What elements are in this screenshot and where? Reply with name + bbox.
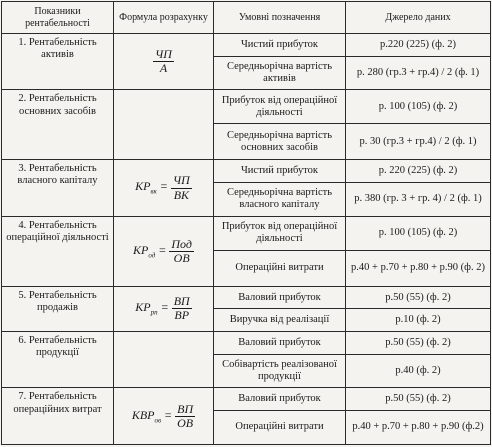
formula-equals: = <box>160 300 169 315</box>
indicator-cell: 1. Рентабельність активів <box>2 34 114 90</box>
symbol-cell: Валовий прибуток <box>214 286 346 309</box>
indicator-cell: 4. Рентабельність операційної діяльності <box>2 216 114 286</box>
formula <box>133 238 194 265</box>
formula-cell <box>114 388 214 445</box>
formula-cell <box>114 332 214 388</box>
formula-denominator: ВК <box>173 187 190 202</box>
table-row <box>2 286 491 309</box>
symbol-cell: Середньорічна вартість активів <box>214 56 346 90</box>
indicator-cell: 6. Рентабельність продукції <box>2 332 114 388</box>
formula-cell <box>114 160 214 216</box>
formula-cell <box>114 286 214 331</box>
formula-lhs: КР <box>133 242 149 257</box>
symbol-cell: Операційні витрати <box>214 411 346 445</box>
source-cell: р. 100 (105) (ф. 2) <box>346 90 491 124</box>
symbol-cell: Операційні витрати <box>214 250 346 286</box>
symbol-cell: Середньорічна вартість основних засобів <box>214 124 346 160</box>
formula-subscript: ов <box>154 415 162 424</box>
header-indicators: Показники рентабельності <box>2 2 114 34</box>
table-row <box>2 332 491 355</box>
formula-subscript: од <box>148 251 156 260</box>
formula-numerator: ЧП <box>172 173 190 188</box>
source-cell: р. 380 (гр. 3 + гр. 4) / 2 (ф. 1) <box>346 183 491 217</box>
formula-numerator: ЧП <box>155 47 172 62</box>
formula-lhs: КР <box>135 300 151 315</box>
symbol-cell: Середньорічна вартість власного капіталу <box>214 183 346 217</box>
formula-equals: = <box>158 242 167 257</box>
table-row <box>2 90 491 124</box>
indicator-cell: 2. Рентабельність основних засобів <box>2 90 114 160</box>
source-cell: р. 100 (105) (ф. 2) <box>346 216 491 250</box>
profitability-table <box>1 1 491 445</box>
symbol-cell: Виручка від реалізації <box>214 309 346 332</box>
source-cell: р.50 (55) (ф. 2) <box>346 286 491 309</box>
formula-numerator: ВП <box>177 401 194 416</box>
formula-equals: = <box>159 179 168 194</box>
indicator-cell: 3. Рентабельність власного капіталу <box>2 160 114 216</box>
source-cell: р.40 + р.70 + р.80 + р.90 (ф. 2) <box>346 250 491 286</box>
table-row <box>2 388 491 411</box>
source-cell: р.40 + р.70 + р.80 + р.90 (ф.2) <box>346 411 491 445</box>
formula-denominator: ОВ <box>173 250 190 265</box>
formula <box>153 48 174 75</box>
table-row <box>2 216 491 250</box>
indicator-cell: 7. Рентабельність операційних витрат <box>2 388 114 445</box>
formula-cell <box>114 90 214 160</box>
formula-cell <box>114 34 214 90</box>
header-formula: Формула розрахунку <box>114 2 214 34</box>
source-cell: р.50 (55) (ф. 2) <box>346 388 491 411</box>
source-cell: р. 220 (225) (ф. 2) <box>346 160 491 183</box>
symbol-cell: Прибуток від операційної діяльності <box>214 216 346 250</box>
formula <box>132 403 195 430</box>
formula-denominator: ОВ <box>177 415 194 430</box>
formula-denominator: А <box>159 61 168 76</box>
symbol-cell: Чистий прибуток <box>214 34 346 57</box>
source-cell: р.10 (ф. 2) <box>346 309 491 332</box>
header-source: Джерело даних <box>346 2 491 34</box>
source-cell: р.50 (55) (ф. 2) <box>346 332 491 355</box>
table-header-row <box>2 2 491 34</box>
formula <box>135 174 192 201</box>
formula-lhs: КР <box>135 179 151 194</box>
header-symbols: Умовні позначення <box>214 2 346 34</box>
symbol-cell: Валовий прибуток <box>214 388 346 411</box>
source-cell: р. 280 (гр.3 + гр.4) / 2 (ф. 1) <box>346 56 491 90</box>
table-body <box>2 34 491 445</box>
formula-numerator: Под <box>171 236 192 251</box>
formula-denominator: ВР <box>174 308 190 323</box>
indicator-cell: 5. Рентабельність продажів <box>2 286 114 331</box>
formula-subscript: рп <box>150 308 158 317</box>
formula-equals: = <box>164 407 173 422</box>
formula-cell <box>114 216 214 286</box>
table-row <box>2 34 491 57</box>
formula <box>135 295 191 322</box>
symbol-cell: Валовий прибуток <box>214 332 346 355</box>
formula-numerator: ВП <box>173 294 190 309</box>
source-cell: р.40 (ф. 2) <box>346 354 491 388</box>
symbol-cell: Чистий прибуток <box>214 160 346 183</box>
formula-lhs: КВР <box>131 407 155 422</box>
formula-subscript: вк <box>150 187 157 196</box>
source-cell: р.220 (225) (ф. 2) <box>346 34 491 57</box>
symbol-cell: Прибуток від операційної діяльності <box>214 90 346 124</box>
symbol-cell: Собівартість реалізованої продукції <box>214 354 346 388</box>
source-cell: р. 30 (гр.3 + гр.4) / 2 (ф. 1) <box>346 124 491 160</box>
table-row <box>2 160 491 183</box>
